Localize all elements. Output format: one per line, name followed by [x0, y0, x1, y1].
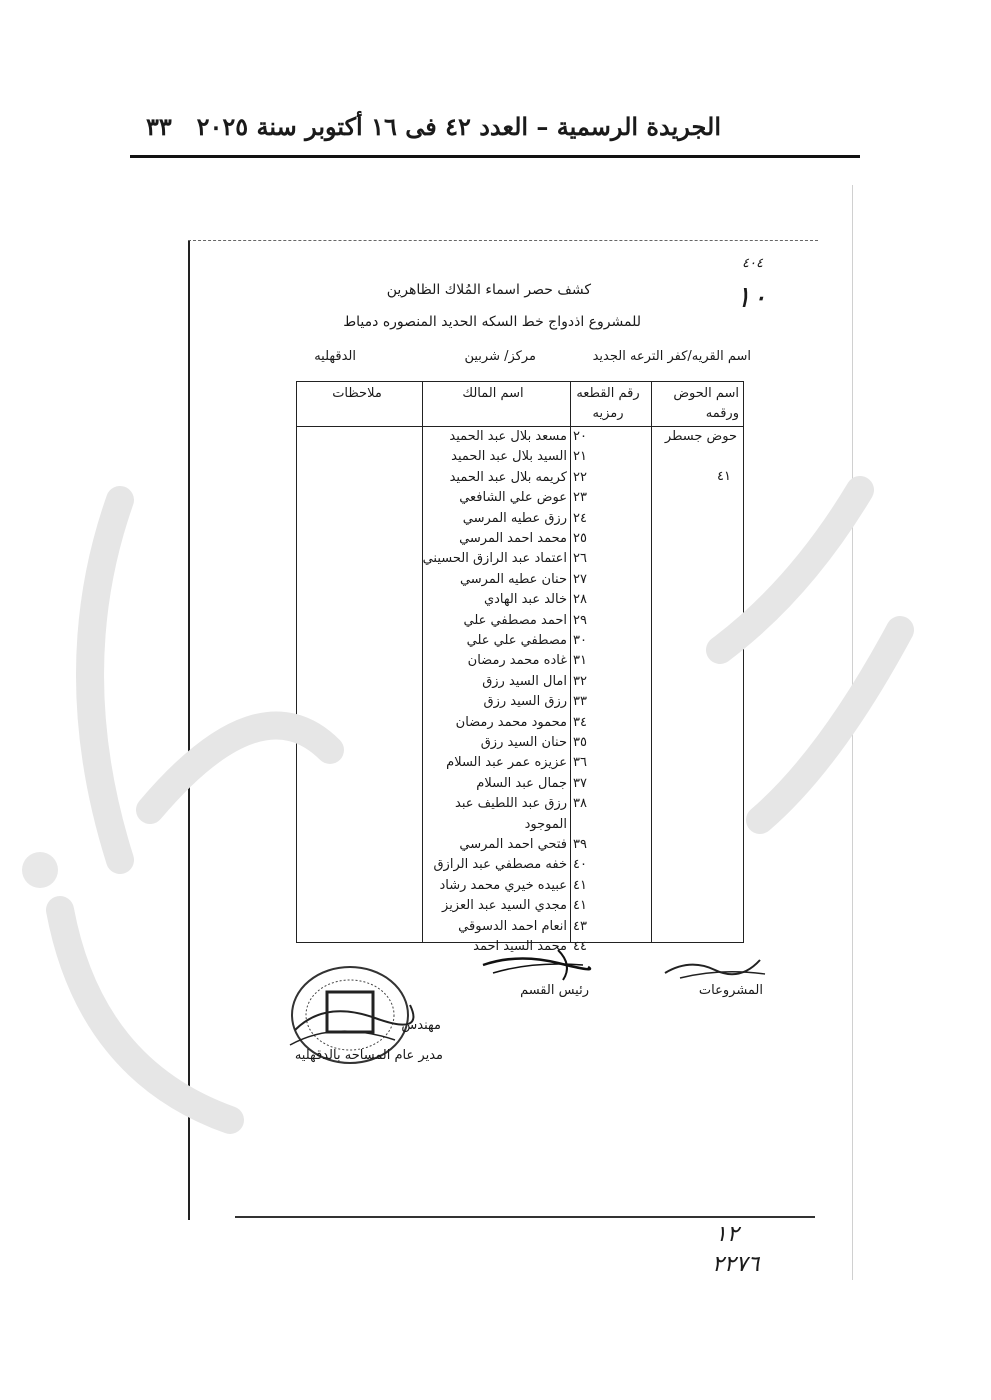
owner-name: حنان عطيه المرسي [459, 571, 567, 587]
village-name: اسم القريه/كفر الترعه الجديد [592, 349, 751, 364]
parcel-number: ٣٦ [573, 755, 587, 771]
document-subtitle: للمشروع اذدواج خط السكه الحديد المنصوره دمياط [343, 314, 641, 330]
owner-name: عوض علي الشافعي [459, 490, 567, 506]
parcel-number: ٢٤ [573, 510, 587, 526]
owner-name: انعام احمد الدسوقي [458, 918, 567, 934]
handwritten-page-bottom: ٢٢٧٦ [712, 1252, 760, 1277]
owner-name: اعتماد عبد الرازق الحسيني [422, 551, 567, 567]
owner-name: عبيده خيري محمد رشاد [439, 877, 567, 893]
owner-name: رزق السيد رزق [483, 694, 567, 710]
parcel-number: ٤٠ [573, 857, 587, 873]
owner-name: الموجود [524, 816, 567, 832]
parcel-number: ٣٩ [573, 837, 587, 852]
owner-name: امال السيد رزق [482, 673, 567, 689]
gazette-page-number: ٣٣ [146, 112, 172, 141]
handwritten-reference: ٤٠٤ [742, 256, 763, 271]
parcel-number: ٢٦ [573, 551, 587, 567]
parcel-number: ٣١ [573, 653, 587, 669]
signature-section-head-icon [478, 945, 593, 985]
owner-name: مسعد بلال عبد الحميد [449, 429, 567, 444]
handwritten-page-top: ١٢ [715, 1222, 739, 1247]
parcel-number: ٤٣ [573, 918, 587, 934]
handwritten-sheet-number: ١٠ [735, 280, 768, 315]
parcel-number: ٣٤ [573, 714, 587, 730]
signature-label-section-head: رئيس القسم [520, 983, 589, 998]
owner-name: محمود محمد رمضان [455, 714, 567, 730]
header-parcel: رقم القطعه رمزيه [576, 386, 640, 421]
signature-label-engineer: مهندس [401, 1018, 441, 1033]
owner-name: حنان السيد رزق [480, 735, 567, 750]
parcel-number: ٤٤ [573, 939, 587, 954]
owner-name: كريمه بلال عبد الحميد [449, 469, 567, 485]
header-notes: ملاحظات [332, 386, 382, 401]
parcel-number: ٢٧ [573, 571, 587, 587]
column-divider [651, 382, 652, 942]
parcel-number: ٣٢ [573, 673, 587, 689]
owner-name: السيد بلال عبد الحميد [451, 449, 567, 465]
parcel-number: ٢٢ [573, 469, 587, 485]
sheet-border-bottom [235, 1216, 815, 1218]
signature-label-director: مدير عام المساحه بالدقهليه [294, 1048, 443, 1063]
sheet-border-top [188, 240, 818, 242]
signature-label-projects: المشروعات [698, 983, 763, 998]
owner-name: رزق عطيه المرسي [462, 510, 567, 526]
parcel-number: ٣٨ [573, 796, 587, 812]
owner-name: مجدي السيد عبد العزيز [442, 898, 567, 914]
parcel-number: ٢٣ [573, 490, 587, 506]
owners-table [296, 381, 744, 954]
sheet-border-left [188, 240, 190, 1220]
parcel-number: ٢٩ [573, 612, 587, 628]
parcel-number: ٢٥ [573, 531, 587, 546]
owner-name: جمال عبد السلام [476, 775, 567, 791]
parcel-number: ٢٠ [573, 429, 587, 444]
owner-name: عزيزه عمر عبد السلام [446, 755, 567, 771]
basin-name: حوض جسطر [664, 429, 737, 444]
parcel-number: ٤١ [573, 877, 587, 893]
parcel-number: ٣٠ [573, 633, 587, 648]
parcel-number: ٢٨ [573, 592, 587, 608]
owner-name: خالد عبد الهادي [483, 592, 567, 608]
header-basin: اسم الحوض ورقمه [673, 386, 739, 421]
owner-name: فتحي احمد المرسي [459, 837, 567, 852]
sheet-edge [852, 185, 853, 1280]
center-name: مركز/ شربين [464, 349, 536, 364]
header-owner: اسم المالك [462, 386, 524, 401]
owner-name: مصطفي علي علي [466, 633, 567, 648]
owner-name: احمد مصطفي علي [463, 612, 567, 628]
owner-name: رزق عبد اللطيف عبد [455, 796, 567, 812]
parcel-number: ٣٧ [573, 775, 587, 791]
governorate-name: الدقهليه [314, 349, 356, 364]
parcel-number: ٣٥ [573, 735, 587, 750]
gazette-header-title: الجريدة الرسمية – العدد ٤٢ فى ١٦ أكتوبر سنة ٢٠٢٥ [196, 112, 721, 141]
basin-number: ٤١ [717, 469, 731, 484]
owner-name: خفه مصطفي عبد الرازق [433, 857, 567, 873]
owner-name: محمد احمد المرسي [459, 531, 567, 546]
owner-name: محمد السيد احمد [473, 939, 567, 954]
column-divider [422, 382, 423, 942]
header-divider [130, 155, 860, 158]
parcel-number: ٣٣ [573, 694, 587, 710]
signature-projects-icon [660, 948, 770, 984]
document-title: كشف حصر اسماء المُلاك الظاهرين [386, 282, 591, 298]
owner-name: غاده محمد رمضان [467, 653, 567, 669]
parcel-number: ٤١ [573, 898, 587, 914]
parcel-number: ٢١ [573, 449, 587, 465]
